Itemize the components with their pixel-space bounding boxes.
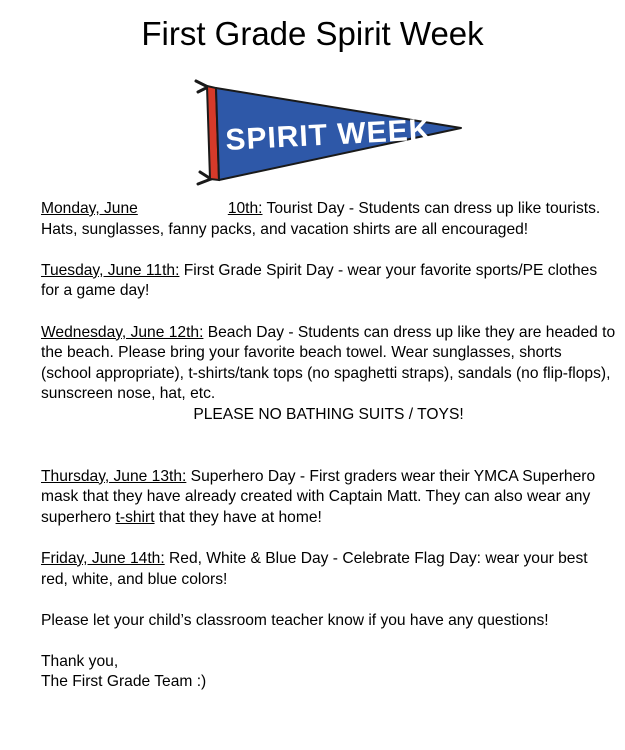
- signoff-thanks: Thank you,: [41, 652, 119, 670]
- wednesday-description: Beach Day - Students can dress up like they are headed to the beach. Please bring your favorite beach towel. Wear sunglasses, shorts (school appropriate), t-shirts/tank tops (no spaghetti straps), sandals (no flip-flops), sunscreen nose, hat, etc.: [41, 323, 616, 403]
- thursday-description-end: that they have at home!: [154, 508, 322, 526]
- announcement-body: [41, 199, 616, 693]
- page-title: First Grade Spirit Week: [141, 15, 484, 52]
- spirit-week-pennant-logo: [186, 78, 476, 188]
- wednesday-note: PLEASE NO BATHING SUITS / TOYS!: [193, 405, 464, 423]
- thursday-entry: [41, 467, 616, 529]
- pennant-text: SPIRIT WEEK: [224, 113, 433, 157]
- monday-description: Tourist Day - Students can dress up like tourists. Hats, sunglasses, fanny packs, and vacation shirts are all encouraged!: [41, 200, 601, 238]
- tuesday-date-label: Tuesday, June 11th:: [41, 261, 180, 279]
- tuesday-entry: [41, 261, 616, 302]
- tuesday-description: First Grade Spirit Day - wear your favorite sports/PE clothes for a game day!: [41, 261, 598, 300]
- thursday-description: Superhero Day - First graders wear their YMCA Superhero mask that they have already created with Captain Matt. They can also wear any superhero: [41, 467, 596, 526]
- wednesday-entry: [41, 323, 616, 405]
- signoff-team: The First Grade Team :): [41, 673, 207, 691]
- thursday-date-label: Thursday, June 13th:: [41, 467, 187, 485]
- friday-date-label: Friday, June 14th:: [41, 549, 165, 567]
- monday-entry: [41, 199, 616, 240]
- friday-entry: [41, 549, 616, 590]
- closing-line: Please let your child’s classroom teacher know if you have any questions!: [41, 611, 549, 629]
- friday-description: Red, White & Blue Day - Celebrate Flag Day: wear your best red, white, and blue colors!: [41, 549, 588, 588]
- monday-date-suffix: 10th:: [227, 200, 263, 217]
- monday-date-label: Monday, June: [41, 200, 138, 217]
- wednesday-date-label: Wednesday, June 12th:: [41, 323, 204, 341]
- thursday-tshirt-word: t-shirt: [115, 508, 155, 526]
